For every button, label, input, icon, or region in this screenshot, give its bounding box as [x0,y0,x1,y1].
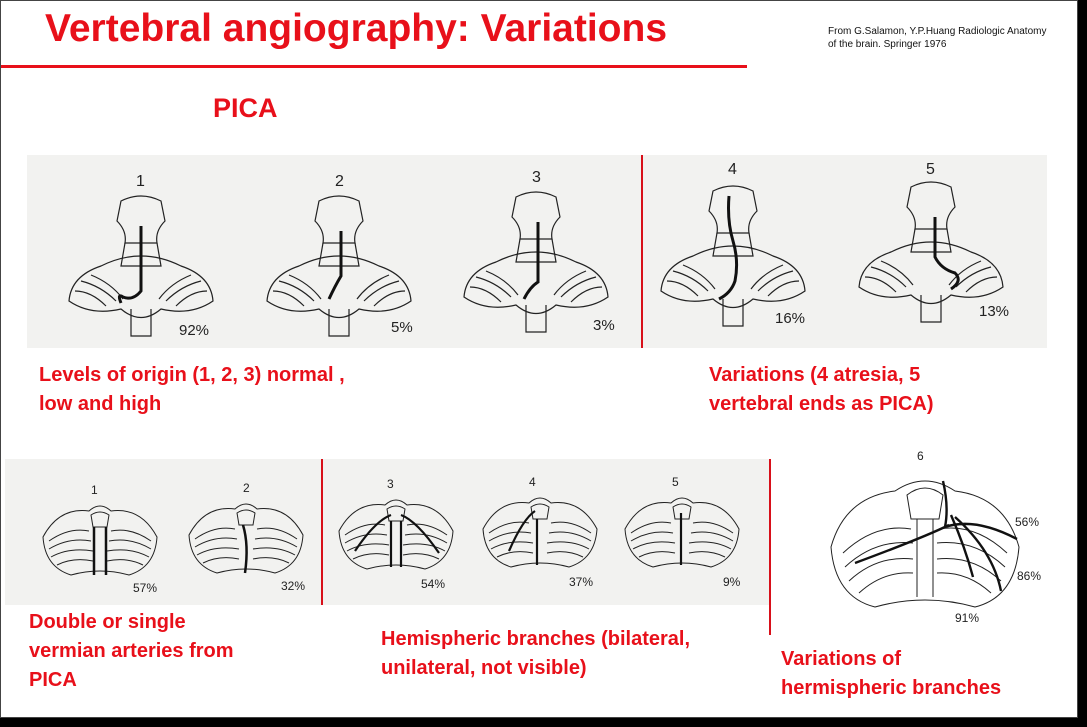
caption-vermian-arteries [29,608,234,695]
bottom-figure-3-percent: 54% [421,577,446,591]
bottom-panel-divider-1 [321,459,323,605]
caption-variations-line-1: Variations (4 atresia, 5 [709,364,921,386]
section-subtitle: PICA [213,93,278,123]
caption-levels-of-origin [39,361,345,419]
bottom-figure-4-percent: 37% [569,575,594,589]
bottom-figure-5-percent: 9% [723,575,741,589]
title-underline [1,65,747,68]
top-figure-4-number: 4 [728,161,737,178]
bottom-figure-5-number: 5 [672,475,679,489]
caption-vermian-line-2: vermian arteries from [29,640,234,662]
caption-hermispheric-line-1: Variations of [781,648,902,670]
caption-hermispheric-variations [781,645,1001,703]
top-figure-2-number: 2 [335,173,344,190]
bottom-figure-1-number: 1 [91,483,98,497]
top-figure-2-drawing [259,191,419,341]
caption-variations-line-2: vertebral ends as PICA) [709,393,934,415]
figure-6-percent-56: 56% [1015,515,1040,529]
top-figure-1-number: 1 [136,173,145,190]
bottom-figure-1-percent: 57% [133,581,158,595]
caption-hermispheric-line-2: hermispheric branches [781,677,1002,699]
caption-hemispheric-line-2: unilateral, not visible) [381,657,587,679]
bottom-figure-2-drawing [185,495,307,581]
top-figure-1-percent: 92% [179,322,210,339]
top-figure-3-percent: 3% [593,317,615,334]
figure-6-percent-86: 86% [1017,569,1042,583]
figure-6-number: 6 [917,449,924,463]
top-figure-1-drawing [61,191,221,341]
caption-hemispheric-line-1: Hemispheric branches (bilateral, [381,628,691,650]
top-figure-5-number: 5 [926,161,935,178]
bottom-figure-5-drawing [621,489,743,575]
caption-vermian-line-1: Double or single [29,611,186,633]
top-figure-3-drawing [456,187,616,337]
bottom-figure-3-number: 3 [387,477,394,491]
top-figure-3-number: 3 [532,169,541,186]
source-citation [828,25,1046,51]
bottom-figure-4-number: 4 [529,475,536,489]
caption-levels-line-1: Levels of origin (1, 2, 3) normal , [39,364,345,386]
caption-levels-line-2: low and high [39,393,162,415]
top-figure-5-percent: 13% [979,303,1010,320]
source-line-2: of the brain. Springer 1976 [828,39,947,50]
caption-hemispheric-branches [381,625,690,683]
top-figure-5-drawing [851,177,1011,327]
bottom-figure-1-drawing [39,497,161,583]
top-panel-divider [641,155,643,348]
figure-6-percent-91: 91% [955,611,980,625]
caption-vermian-line-3: PICA [29,669,77,691]
top-figure-4-drawing [653,181,813,331]
bottom-figure-2-number: 2 [243,481,250,495]
top-figure-4-percent: 16% [775,310,806,327]
source-line-1: From G.Salamon, Y.P.Huang Radiologic Anatomy [828,26,1047,37]
bottom-figure-3-drawing [335,491,457,577]
figure-6-drawing [825,467,1025,617]
bottom-panel-divider-2 [769,459,771,635]
slide-title: Vertebral angiography: Variations [45,7,668,50]
bottom-figure-4-drawing [479,489,601,575]
caption-variations [709,361,934,419]
bottom-figure-2-percent: 32% [281,579,306,593]
top-figure-2-percent: 5% [391,319,413,336]
